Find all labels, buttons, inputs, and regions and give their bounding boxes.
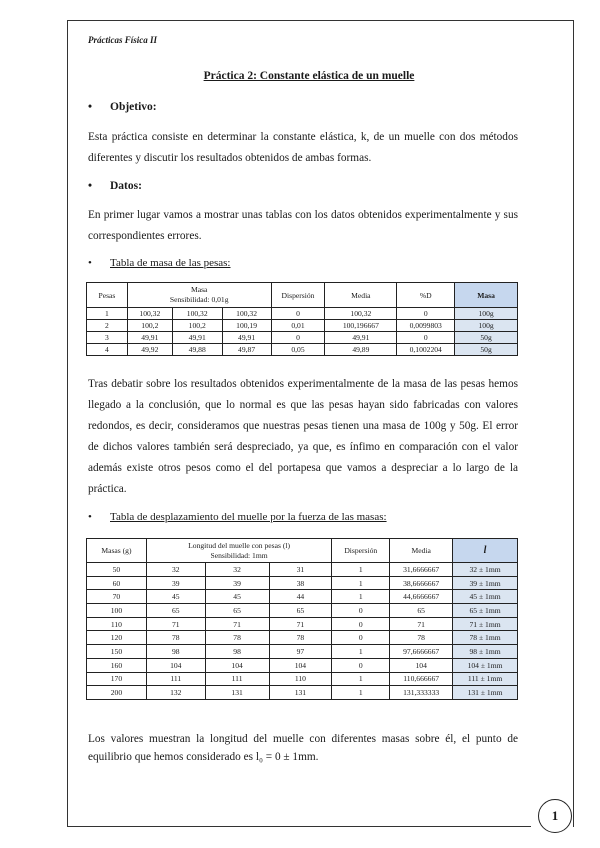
section-objetivo [88,101,157,113]
table-cell: 38,6666667 [390,576,453,590]
table-row [87,576,518,590]
table-cell: 132 [146,686,205,700]
running-header: Prácticas Física II [88,35,157,45]
table-cell: 32 [205,563,269,577]
table-cell: 170 [87,672,147,686]
table-cell: 49,91 [127,332,172,344]
table-cell: 1 [332,686,390,700]
table-cell: 111 [205,672,269,686]
table-cell: 1 [332,672,390,686]
table-cell: 45 [205,590,269,604]
table-cell: 111 [146,672,205,686]
table2-caption [88,511,387,523]
table-cell: 70 [87,590,147,604]
header-media: Media [390,539,453,563]
header-pct-d: %D [397,283,455,308]
table-cell: 1 [332,576,390,590]
table-cell: 110,666667 [390,672,453,686]
table-cell: 104 [146,658,205,672]
table-cell: 49,88 [172,344,222,356]
table-cell: 49,91 [172,332,222,344]
table-cell: 98 ± 1mm [453,645,518,659]
table-cell: 131 [269,686,332,700]
table-row [87,658,518,672]
table-cell: 1 [332,645,390,659]
final-paragraph: Los valores muestran la longitud del muelle con diferentes masas sobre él, el punto de equilibrio que hemos considerado es l₀ = 0 ± 1mm. [88,733,518,763]
datos-paragraph: En primer lugar vamos a mostrar unas tablas con los datos obtenidos experimentalmente y sus correspondientes errores. [88,209,518,242]
table-cell: 104 [390,658,453,672]
section-heading: Datos: [110,180,142,192]
table-cell: 2 [87,320,128,332]
table-cell: 65 [269,604,332,618]
header-longitud [146,539,331,563]
table-cell: 49,89 [325,344,397,356]
table-cell: 65 [146,604,205,618]
table-cell: 0 [332,617,390,631]
table-cell: 104 [269,658,332,672]
table-cell: 131 ± 1mm [453,686,518,700]
table-cell: 110 [269,672,332,686]
table1-title: Tabla de masa de las pesas: [110,257,231,269]
table-cell: 71 [205,617,269,631]
table-cell: 100 [87,604,147,618]
header-l: l [453,539,518,563]
table2-title: Tabla de desplazamiento del muelle por la fuerza de las masas: [110,511,387,523]
table-desplazamiento [86,538,518,700]
table1-caption [88,257,231,269]
table-row [87,617,518,631]
header-dispersion: Dispersión [271,283,325,308]
table-cell: 100,2 [127,320,172,332]
bullet-icon: • [88,511,92,523]
bullet-icon: • [88,180,93,192]
table-cell: 100,196667 [325,320,397,332]
header-longitud-label: Longitud del muelle con pesas (l) [188,540,291,550]
table-cell: 100,32 [127,308,172,320]
table-cell: 98 [146,645,205,659]
table-cell: 65 [390,604,453,618]
table-cell: 0 [271,308,325,320]
table-cell: 104 ± 1mm [453,658,518,672]
table-cell: 44,6666667 [390,590,453,604]
table-cell: 100g [455,308,518,320]
table-row [87,631,518,645]
table-cell: 131,333333 [390,686,453,700]
table-cell: 111 ± 1mm [453,672,518,686]
header-media: Media [325,283,397,308]
table-cell: 100,32 [325,308,397,320]
table-cell: 49,91 [222,332,271,344]
table-cell: 4 [87,344,128,356]
table-row [87,590,518,604]
header-sensibilidad: Sensibilidad: 0,01g [169,295,229,304]
table-cell: 50g [455,344,518,356]
table-cell: 97,6666667 [390,645,453,659]
table-cell: 49,92 [127,344,172,356]
table-cell: 71 ± 1mm [453,617,518,631]
table-cell: 150 [87,645,147,659]
table-cell: 38 [269,576,332,590]
table-cell: 160 [87,658,147,672]
table-cell: 78 [205,631,269,645]
table-cell: 0 [271,332,325,344]
table-cell: 0,05 [271,344,325,356]
header-masa [127,283,271,308]
table-cell: 97 [269,645,332,659]
table-row [87,308,518,320]
table-cell: 0 [332,631,390,645]
table-cell: 0 [397,308,455,320]
objetivo-paragraph: Esta práctica consiste en determinar la constante elástica, k, de un muelle con dos métodos diferentes y discutir los resultados obtenidos de ambas formas. [88,131,518,164]
table-masas [86,282,518,356]
table-cell: 31 [269,563,332,577]
table-cell: 65 [205,604,269,618]
table-cell: 45 [146,590,205,604]
table-cell: 44 [269,590,332,604]
table-cell: 0,01 [271,320,325,332]
header-masa-final: Masa [455,283,518,308]
bullet-icon: • [88,101,93,113]
header-pesas: Pesas [87,283,128,308]
table-cell: 71 [269,617,332,631]
table-row [87,686,518,700]
table-cell: 100,32 [222,308,271,320]
table-cell: 65 ± 1mm [453,604,518,618]
table-row [87,332,518,344]
header-dispersion: Dispersión [332,539,390,563]
table-cell: 71 [390,617,453,631]
table-cell: 1 [87,308,128,320]
table-cell: 100,32 [172,308,222,320]
table-cell: 50g [455,332,518,344]
table-cell: 104 [205,658,269,672]
conclusion-paragraph: Tras debatir sobre los resultados obtenidos experimentalmente de la masa de las pesas hemos llegado a la conclusión, que lo normal es que las pesas hayan sido fabricadas con valores redondos, es decir, consideramos que nuestras pesas tienen una masa de 100g y 50g. El error de dichos valores también será despreciado, ya que, es ínfimo en comparación con el valor además existe otros pesos como el del portapesa que vamos a despreciar a lo largo de la práctica. [88,378,518,495]
table-cell: 200 [87,686,147,700]
table-cell: 39 ± 1mm [453,576,518,590]
table-row [87,672,518,686]
table-cell: 3 [87,332,128,344]
table-cell: 100,19 [222,320,271,332]
section-heading: Objetivo: [110,101,157,113]
table-cell: 0 [332,658,390,672]
table-cell: 120 [87,631,147,645]
table-cell: 71 [146,617,205,631]
table-cell: 1 [332,590,390,604]
header-masas: Masas (g) [87,539,147,563]
header-masa-label: Masa [190,285,208,294]
table-cell: 39 [205,576,269,590]
table-cell: 39 [146,576,205,590]
header-sensibilidad: Sensibilidad: 1mm [210,550,268,560]
table-cell: 0,0099803 [397,320,455,332]
bullet-icon: • [88,257,92,269]
table-cell: 32 [146,563,205,577]
table-cell: 31,6666667 [390,563,453,577]
table-cell: 32 ± 1mm [453,563,518,577]
section-datos [88,180,142,192]
table-row [87,344,518,356]
table-cell: 98 [205,645,269,659]
table-cell: 0 [397,332,455,344]
table-cell: 50 [87,563,147,577]
table-cell: 100g [455,320,518,332]
table-row [87,604,518,618]
table-cell: 0 [332,604,390,618]
table-cell: 1 [332,563,390,577]
table-cell: 49,91 [325,332,397,344]
table-cell: 78 [146,631,205,645]
table-cell: 49,87 [222,344,271,356]
table-cell: 110 [87,617,147,631]
table-cell: 78 [390,631,453,645]
page-bottom-rule [67,826,531,827]
table-cell: 78 [269,631,332,645]
page-title: Práctica 2: Constante elástica de un muelle [203,70,415,82]
table-cell: 0,1002204 [397,344,455,356]
table-row [87,645,518,659]
table-cell: 78 ± 1mm [453,631,518,645]
table-cell: 45 ± 1mm [453,590,518,604]
table-row [87,563,518,577]
table-cell: 60 [87,576,147,590]
table-cell: 131 [205,686,269,700]
table-row [87,320,518,332]
page-number-badge: 1 [538,799,572,833]
table-cell: 100,2 [172,320,222,332]
